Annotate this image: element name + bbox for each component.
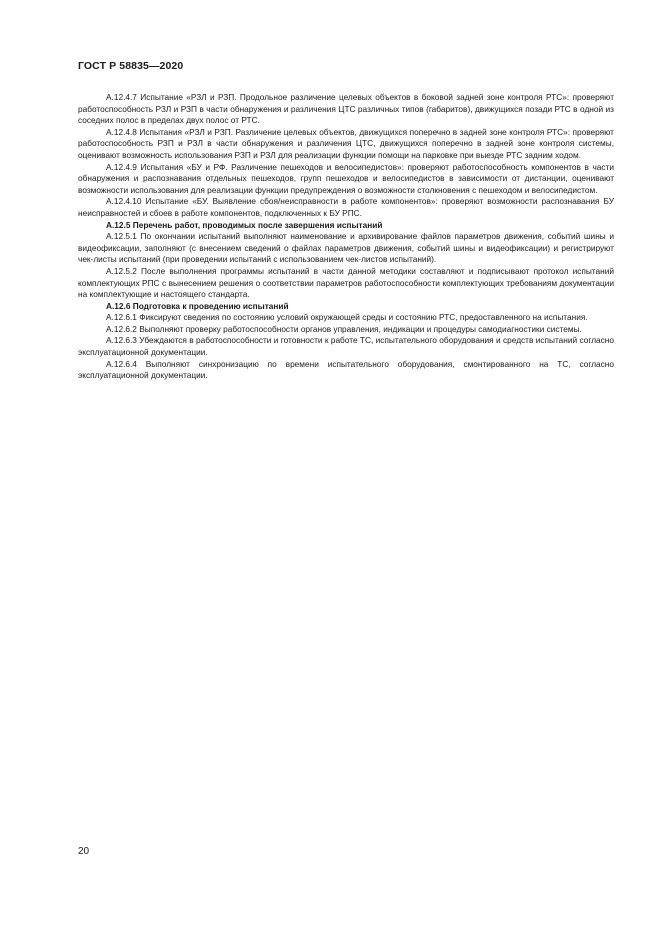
paragraph-a-12-4-7: А.12.4.7 Испытание «РЗЛ и РЗП. Продольное различение целевых объектов в боковой задней зоне контроля РТС»: проверяют работоспособность РЗЛ и РЗП в части обнаружения и различения ЦТС различных типов (габаритов), движущихся позади РТС в одной из соседних полос в пределах двух полос от РТС.	[78, 92, 614, 126]
paragraph-a-12-4-8: А.12.4.8 Испытания «РЗЛ и РЗП. Различение целевых объектов, движущихся поперечно в задней зоне контроля РТС»: проверяют работоспособность РЗП и РЗЛ в части обнаружения и различения ЦТС, движущихся поперечно в задней зоне контроля системы, оценивают возможность использования РЗП и РЗЛ для реализации функции помощи на парковке при выезде РТС задним ходом.	[78, 126, 614, 160]
document-header: ГОСТ Р 58835—2020	[78, 60, 184, 72]
paragraph-a-12-4-9: А.12.4.9 Испытания «БУ и РФ. Различение пешеходов и велосипедистов»: проверяют работоспособность компонентов в части обнаружения и распознавания отдельных пешеходов, групп пешеходов и велосипедистов в зависимости от дистанции, оценивают возможности использования для реализации функции предупреждения о возможности столкновения с пешеходом и велосипедистом.	[78, 161, 614, 195]
section-heading-a-12-6: А.12.6 Подготовка к проведению испытаний	[106, 300, 289, 311]
section-heading-a-12-5: А.12.5 Перечень работ, проводимых после завершения испытаний	[106, 219, 383, 230]
paragraph-a-12-4-10: А.12.4.10 Испытание «БУ. Выявление сбоя/неисправности в работе компонентов»: проверяют возможности распознавания БУ неисправностей и сбоев в работе компонентов, подключенных к БУ РПС.	[78, 196, 614, 218]
paragraph-a-12-6-2: А.12.6.2 Выполняют проверку работоспособности органов управления, индикации и процедуры самодиагностики системы.	[106, 323, 582, 334]
paragraph-a-12-6-1: А.12.6.1 Фиксируют сведения по состоянию условий окружающей среды и состоянию РТС, предоставленного на испытания.	[106, 312, 588, 323]
paragraph-a-12-5-1: А.12.5.1 По окончании испытаний выполняют наименование и архивирование файлов параметров движения, событий шины и видеофиксации, заполняют (с внесением сведений о файлах параметров движения, событий шины и видеофиксации) и регистрируют чек-листы испытаний (при проведении испытаний с использованием чек-листов испытаний).	[78, 231, 614, 265]
document-body	[78, 92, 614, 382]
paragraph-a-12-6-4: А.12.6.4 Выполняют синхронизацию по времени испытательного оборудования, смонтированного на ТС, согласно эксплуатационной документации.	[78, 358, 614, 381]
page-number: 20	[78, 846, 90, 857]
paragraph-a-12-5-2: А.12.5.2 После выполнения программы испытаний в части данной методики составляют и подписывают протокол испытаний комплектующих РПС с вынесением решения о соответствии параметров работоспособности комплектующих требованиям документации на комплектующие и настоящего стандарта.	[78, 265, 614, 300]
paragraph-a-12-6-3: А.12.6.3 Убеждаются в работоспособности и готовности к работе ТС, испытательного оборудования и средств испытаний согласно эксплуатационной документации.	[78, 335, 614, 358]
